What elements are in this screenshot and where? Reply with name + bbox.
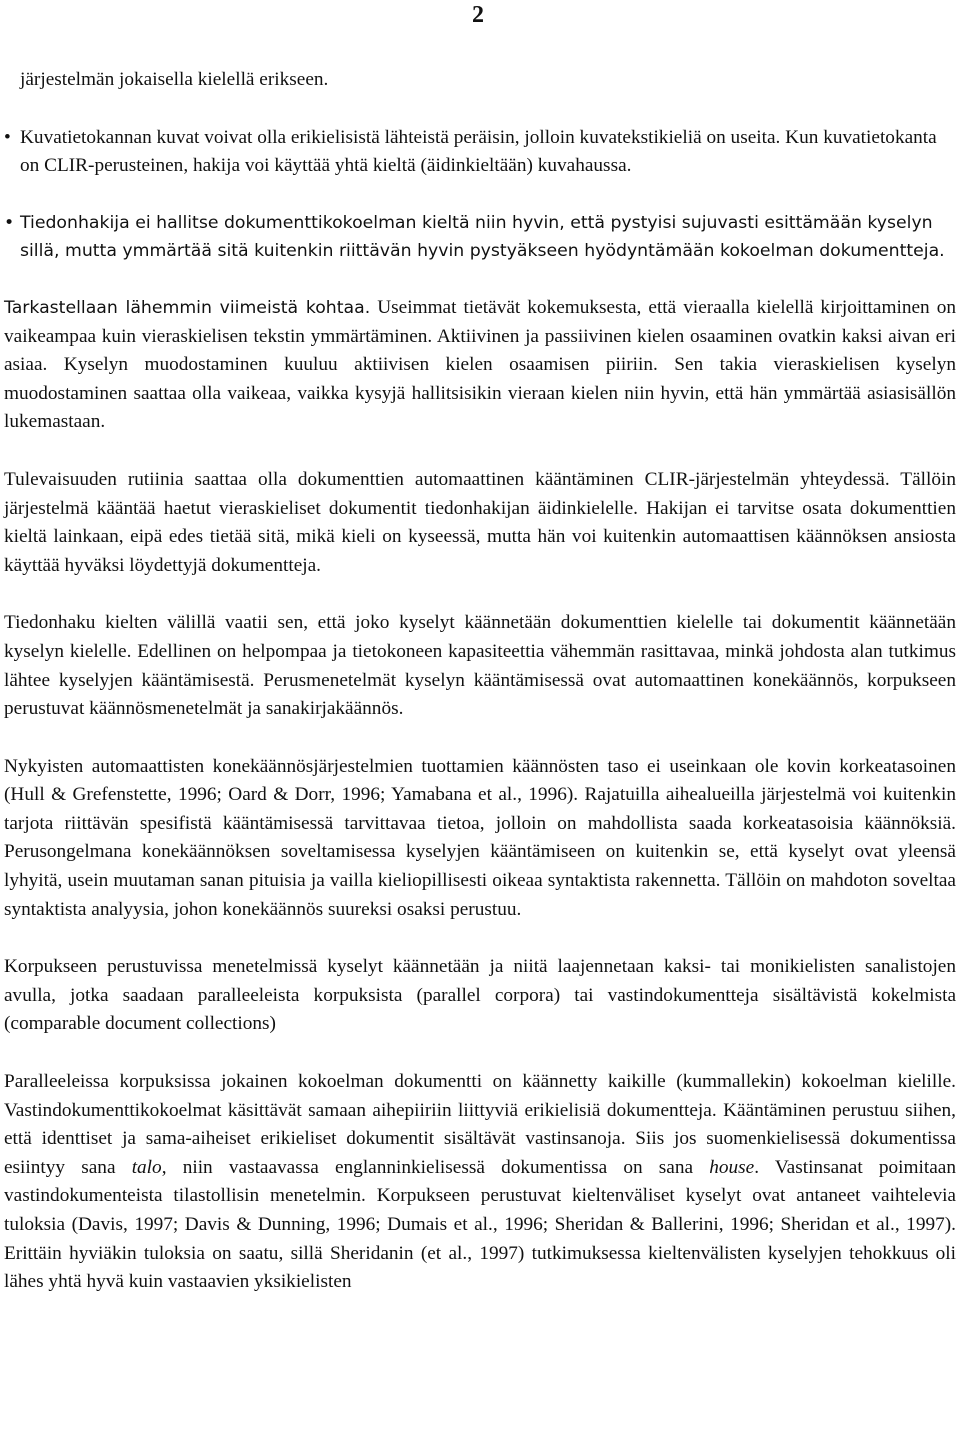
paragraph-text: , niin vastaavassa englanninkielisessä dokumentissa on sana bbox=[161, 1156, 710, 1178]
paragraph-text: . Vastinsanat poimitaan vastindokumenteista tilastollisin menetelmin. Korpukseen perustuvat kieltenväliset kyselyt ovat antaneet vaihtelevia tuloksia (Davis, 1997; Davis & Dunning, 1996; Dumais et al., 1996; Sheridan & Ballerini, 1996; Sheridan et al., 1997). Erittäin hyviäkin tuloksia on saatu, sillä Sheridanin (et al., 1997) tutkimuksessa kieltenvälisten kyselyjen tehokkuus oli lähes yhtä hyvä kuin vastaavien yksikielisten bbox=[4, 1156, 956, 1293]
paragraph bbox=[4, 294, 956, 437]
paragraph-text: Useimmat tietävät kokemuksesta, että vieraalla kielellä kirjoittaminen on vaikeampaa kuin vieraskielisen tekstin ymmärtäminen. Aktiivinen ja passiivinen kielen osaaminen ovatkin kaksi aivan eri asiaa. Kyselyn muodostaminen kuuluu aktiivisen kielen osaamisen piiriin. Sen takia vieraskielisen kyselyn muodostaminen saattaa olla vaikeaa, vaikka kysyjä hallitsisikin vieraan kielen niin hyvin, että hän ymmärtää asiasisällön lukemastaan. bbox=[4, 296, 956, 433]
emphasis-word: house bbox=[709, 1156, 755, 1178]
paragraph bbox=[4, 1068, 956, 1297]
bullet-icon: • bbox=[4, 126, 11, 148]
document-body bbox=[4, 66, 956, 1326]
paragraph: Korpukseen perustuvissa menetelmissä kyselyt käännetään ja niitä laajennetaan kaksi- tai monikielisten sanalistojen avulla, jotka saadaan paralleeleista korpuksista (parallel corpora) tai vastindokumentteja sisältävistä kokelmista (comparable document collections) bbox=[4, 956, 956, 1035]
paragraph-lead: Tarkastellaan lähemmin viimeistä kohtaa. bbox=[4, 297, 371, 318]
page-number: 2 bbox=[472, 2, 484, 28]
list-item bbox=[4, 209, 956, 266]
paragraph: Nykyisten automaattisten konekäännösjärjestelmien tuottamien käännösten taso ei useinkaan ole kovin korkeatasoinen (Hull & Grefenstette, 1996; Oard & Dorr, 1996; Yamabana et al., 1996). Rajatuilla aihealueilla järjestelmä voi kuitenkin tarjota riittävän spesifistä kääntämisessä tarvittavaa tietoa, jolloin on mahdollista saada korkeatasoisia käännöksiä. Perusongelmana konekäännöksen soveltamisessa kyselyjen kääntämiseen on kuitenkin se, että kyselyt ovat yleensä lyhyitä, usein muutaman sanan pituisia ja vailla kieliopillisesti oikeaa syntaktista rakennetta. Tällöin on mahdoton soveltaa syntaktista analyysia, johon konekäännös suureksi osaksi perustuu. bbox=[4, 755, 956, 920]
bullet-continuation-text: järjestelmän jokaisella kielellä erikseen. bbox=[20, 69, 329, 90]
bullet-icon: • bbox=[4, 212, 15, 233]
bullet-text: Kuvatietokannan kuvat voivat olla erikielisistä lähteistä peräisin, jolloin kuvatekstikieliä on useita. Kun kuvatietokanta on CLIR-perusteinen, hakija voi käyttää yhtä kieltä (äidinkieltään) kuvahaussa. bbox=[20, 126, 937, 177]
bullet-list bbox=[4, 124, 956, 266]
paragraph: Tulevaisuuden rutiinia saattaa olla dokumenttien automaattinen kääntäminen CLIR-järjestelmän yhteydessä. Tällöin järjestelmä kääntää haetut vieraskieliset dokumentit tiedonhakijan äidinkielelle. Hakijan ei tarvitse osata dokumenttien kieltä lainkaan, eipä edes tietää sitä, mikä kieli on kyseessä, mutta hän voi kuitenkin automaattisen käännöksen ansiosta käyttää hyväksi löydettyjä dokumentteja. bbox=[4, 468, 956, 576]
bullet-text: Tiedonhakija ei hallitse dokumenttikokoelman kieltä niin hyvin, että pystyisi sujuvasti esittämään kyselyn sillä, mutta ymmärtää sitä kuitenkin riittävän hyvin pystyäkseen hyödyntämään kokoelman dokumentteja. bbox=[20, 212, 945, 262]
list-item bbox=[4, 124, 956, 181]
paragraph-text: Paralleeleissa korpuksissa jokainen kokoelman dokumentti on käännetty kaikille (kummallekin) kokoelman kielille. Vastindokumenttikokoelmat käsittävät samaan aihepiiriin liittyviä erikielisiä dokumentteja. Kääntäminen perustuu siihen, että identtiset ja sama-aiheiset erikieliset dokumentit sisältävät vastinsanoja. Siis jos suomenkielisessä dokumentissa esiintyy sana bbox=[4, 1071, 956, 1178]
paragraph: Tiedonhaku kielten välillä vaatii sen, että joko kyselyt käännetään dokumenttien kielelle tai dokumentit käännetään kyselyn kielelle. Edellinen on helpompaa ja tietokoneen kapasiteettia vähemmän rasittavaa, minkä johdosta alan tutkimus lähtee kyselyjen kääntämisestä. Perusmenetelmät kyselyn kääntämisessä ovat automaattinen konekäännös, korpukseen perustuvat käännösmenetelmät ja sanakirjakäännös. bbox=[4, 612, 956, 720]
emphasis-word: talo bbox=[131, 1156, 162, 1178]
